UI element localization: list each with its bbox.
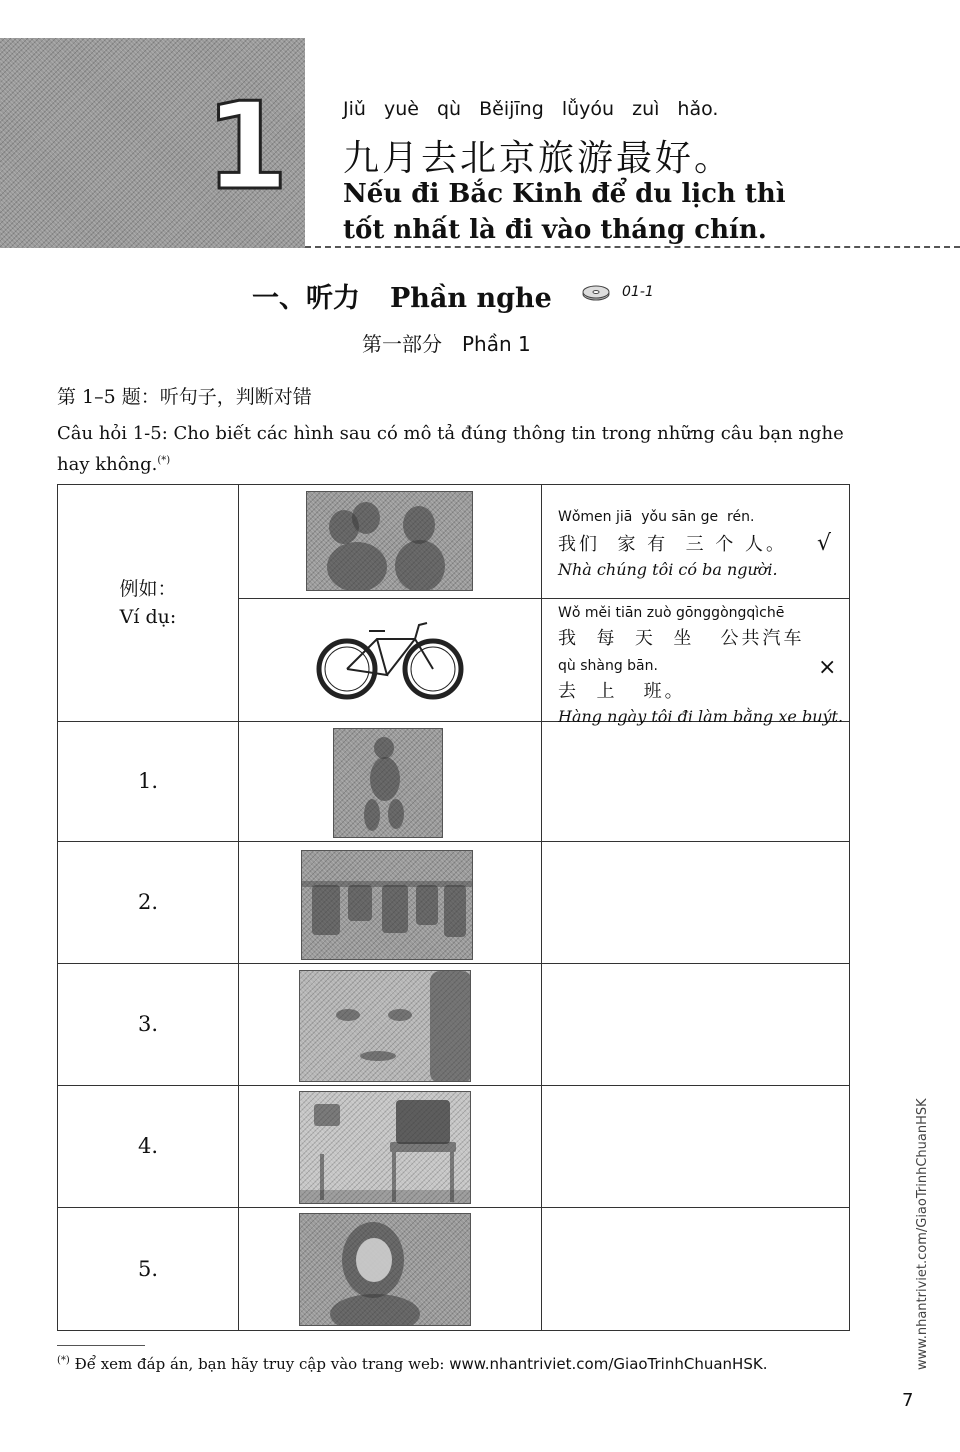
footnote (57, 1355, 767, 1373)
section-heading-chinese: 一、听力 (252, 283, 360, 314)
column-divider (238, 485, 239, 1330)
bicycle-drawing (315, 611, 465, 706)
family-photo (306, 491, 473, 591)
boy-playing-football-photo (333, 728, 443, 838)
footnote-url: www.nhantriviet.com/GiaoTrinhChuanHSK. (449, 1355, 768, 1373)
part-heading (362, 328, 531, 357)
row-divider (58, 841, 849, 842)
part-heading-vietnamese: Phần 1 (462, 332, 531, 356)
example-2-pinyin-line2: qù shàng bān. (558, 658, 658, 674)
row-divider (58, 1207, 849, 1208)
part-heading-chinese: 第一部分 (362, 332, 442, 356)
question-number: 3. (137, 1012, 159, 1036)
question-number: 2. (137, 890, 159, 914)
row-divider (58, 1085, 849, 1086)
column-divider (541, 485, 542, 1330)
chair-photo (299, 1091, 471, 1204)
example-2-pinyin-line1: Wǒ měi tiān zuò gōnggòngqìchē (558, 605, 785, 621)
title-divider (305, 246, 960, 248)
instruction-vietnamese (57, 420, 857, 478)
exercise-table (57, 484, 850, 1331)
example-1-vietnamese: Nhà chúng tôi có ba người. (558, 560, 778, 579)
woman-smiling-photo (299, 1213, 471, 1326)
instruction-chinese: 第 1–5 题：听句子，判断对错 (57, 386, 312, 408)
question-number: 4. (137, 1134, 159, 1158)
section-heading (252, 276, 552, 315)
title-vietnamese: Nếu đi Bắc Kinh để du lịch thì tốt nhất là đi vào tháng chín. (343, 179, 786, 245)
example-2-answer (558, 605, 848, 726)
example-2-chinese-line1: 我 每 天 坐 公共汽车 (558, 628, 805, 649)
title-pinyin: Jiǔ yuè qù Běijīng lǚyóu zuì hǎo. (343, 98, 719, 120)
example-label (58, 575, 238, 631)
correct-mark: √ (817, 531, 832, 556)
clothes-on-line-photo (301, 850, 473, 960)
example-2-vietnamese: Hàng ngày tôi đi làm bằng xe buýt. (558, 707, 844, 726)
instruction-vietnamese-text: Câu hỏi 1-5: Cho biết các hình sau có mô tả đúng thông tin trong những câu bạn nghe hay không. (57, 423, 844, 475)
girl-face-photo (299, 970, 471, 1082)
footnote-text: Để xem đáp án, bạn hãy truy cập vào trang web: (74, 1355, 445, 1373)
side-url: www.nhantriviet.com/GiaoTrinhChuanHSK (915, 1098, 930, 1370)
example-1-pinyin: Wǒmen jiā yǒu sān ge rén. (558, 509, 755, 525)
example-label-chinese: 例如： (119, 578, 177, 600)
footnote-marker: (*) (57, 1355, 70, 1366)
lesson-number: 1 (205, 78, 285, 217)
footnote-divider (57, 1345, 145, 1346)
row-divider (58, 963, 849, 964)
example-1-chinese: 我们 家 有 三 个 人。 (558, 534, 788, 555)
example-1-answer (558, 509, 838, 579)
example-label-vietnamese: Ví dụ: (119, 606, 177, 628)
question-number: 5. (137, 1257, 159, 1281)
page-number: 7 (902, 1390, 914, 1411)
title-chinese: 九月去北京旅游最好。 (343, 138, 734, 179)
section-heading-vietnamese: Phần nghe (390, 283, 552, 314)
example-2-chinese-line2: 去 上 班。 (558, 681, 686, 702)
row-divider (238, 598, 849, 599)
cd-icon (581, 285, 611, 301)
audio-track-code: 01-1 (622, 284, 654, 300)
question-number: 1. (137, 769, 159, 793)
footnote-marker: (*) (157, 455, 171, 466)
wrong-mark: × (818, 655, 837, 680)
